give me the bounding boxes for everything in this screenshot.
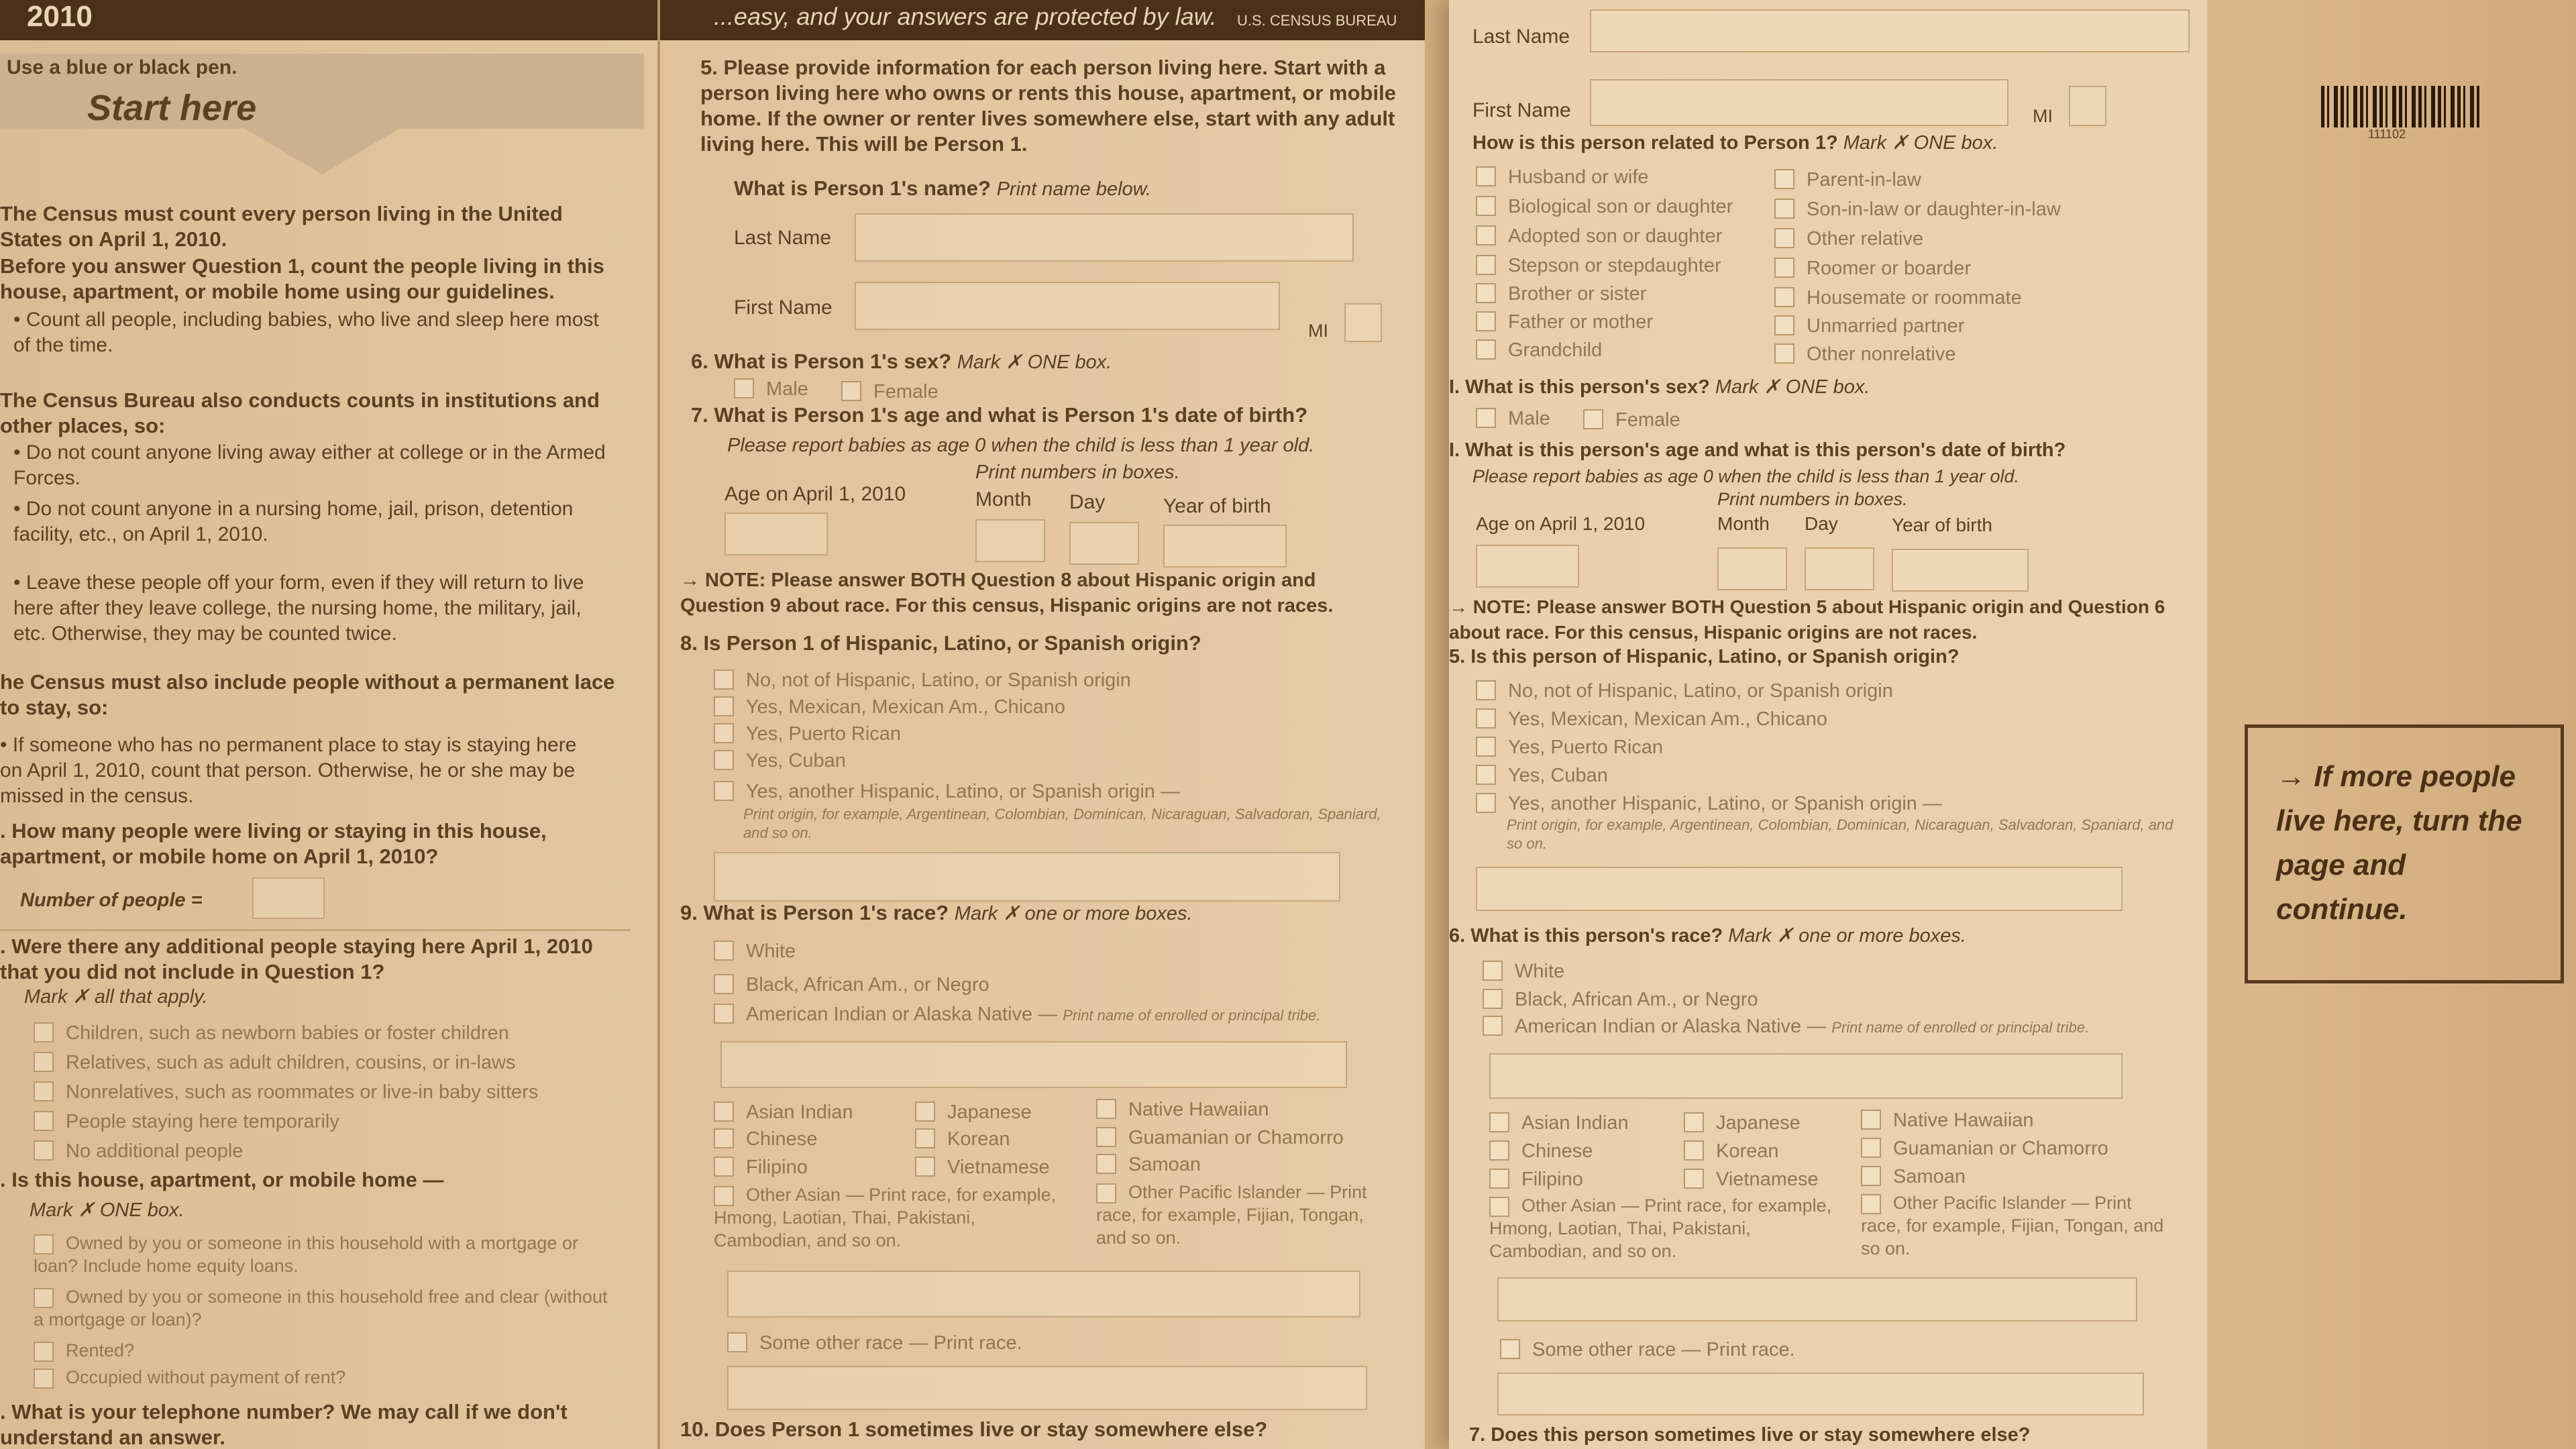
checkbox[interactable] xyxy=(714,1004,734,1024)
checkbox[interactable] xyxy=(1861,1194,1881,1214)
race-native-hawaiian-option[interactable] xyxy=(1096,1097,1269,1122)
race-chinese-option[interactable] xyxy=(1489,1139,1593,1163)
checkbox[interactable] xyxy=(34,1368,54,1389)
question-8: 8. Is Person 1 of Hispanic, Latino, or Spanish origin? xyxy=(680,631,1201,655)
option-label: Occupied without payment of rent? xyxy=(66,1367,346,1387)
checkbox[interactable] xyxy=(1774,287,1794,307)
checkbox[interactable] xyxy=(1774,258,1794,278)
hispanic-mexican-option[interactable] xyxy=(1476,707,1827,731)
last-name-input[interactable] xyxy=(855,213,1354,262)
race-asian-indian-option[interactable] xyxy=(714,1100,853,1124)
relation-question: How is this person related to Person 1? xyxy=(1472,132,1838,154)
institutions-paragraph: The Census Bureau also conducts counts in institutions and other places, so: xyxy=(0,388,600,437)
checkbox[interactable] xyxy=(714,1102,734,1122)
hispanic-no-option[interactable] xyxy=(1476,679,1893,703)
sex-female-option[interactable] xyxy=(841,380,938,404)
some-other-race-input[interactable] xyxy=(727,1366,1367,1410)
last-name-input[interactable] xyxy=(1590,9,2190,52)
hispanic-other-option[interactable] xyxy=(1476,792,1942,816)
race-other-asian-option[interactable] xyxy=(1489,1194,1838,1263)
checkbox[interactable] xyxy=(727,1332,747,1352)
checkbox[interactable] xyxy=(1476,737,1496,757)
day-input[interactable] xyxy=(1069,522,1139,565)
option-label: Brother or sister xyxy=(1508,283,1647,305)
checkbox[interactable] xyxy=(714,696,734,716)
no-additional-option[interactable] xyxy=(34,1139,243,1163)
option-label: Adopted son or daughter xyxy=(1508,225,1723,247)
divider xyxy=(0,929,631,931)
hispanic-race-note: → NOTE: Please answer BOTH Question 5 about Hispanic origin and Question 6 about race. For this census, Hispanic origins are not races. xyxy=(1449,596,2165,643)
relation-instruction: Mark ✗ ONE box. xyxy=(1843,132,1998,154)
checkbox[interactable] xyxy=(714,781,734,801)
relation-housemate-option[interactable] xyxy=(1774,286,2022,310)
agency-label: U.S. CENSUS BUREAU xyxy=(1237,12,1397,29)
checkbox[interactable] xyxy=(1096,1099,1116,1119)
tribe-input[interactable] xyxy=(1489,1053,2123,1099)
checkbox[interactable] xyxy=(1489,1197,1509,1217)
question-7: 7. What is Person 1's age and what is Person 1's date of birth? xyxy=(691,403,1308,427)
question-10: 10. Does Person 1 sometimes live or stay somewhere else? xyxy=(680,1417,1268,1441)
option-label: Guamanian or Chamorro xyxy=(1893,1138,2108,1159)
person-2-column: Last Name First Name MI How is this person related to Person 1? Mark ✗ ONE box. Husband or wife Biological son or daughter Adopted son or daughter Stepson or stepdaughter Brother or sister Father or mother Grandchild Parent-in-law Son-in-law or daughter-in-law Other relative Roomer or boarder Housemate or roommate Unmarried partner Other nonrelative I. What is this person's sex? Mark ✗ ONE box. Male Female I. What is this person's age and what is this person's date of birth? Please report babies as age 0 when the child is less than 1 year old. Print numbers in boxes. Age on April 1, 2010 Month Day Year of birth → NOTE: Please answer BOTH Question 5 about Hispanic origin and Question 6 about race. For this census, Hispanic origins are not races. 5. Is this person of Hispanic, Latino, or Spanish origin? No, not of Hispanic, Latino, or Spanish origin Yes, Mexican, Mexican Am., Chicano Yes, Puerto Rican Yes, Cuban Yes, another Hispanic, Latino, or Spanish origin — Print origin, for example, Argentinean, Colombian, Dominican, Nicaraguan, Salvadoran, Spaniard, and so on. 6. What is this person's race? Mark ✗ one or more boxes. White Black, African Am., or Negro American Indian or Alaska Native — Print name of enrolled or principal tribe. Asian Indian Chinese Filipino Japanese Korean Vietnamese Native Hawaiian Guamanian or Chamorro Samoan Other Asian — Print race, for example, Hmong, Laotian, Thai, Pakistani, Cambodian, and so on. Other Pacific Islander — Print race, for example, Fijian, Tongan, and so on. Some other race — Print race. 7. Does this person sometimes live or stay somewhere else? xyxy=(1449,0,2207,1449)
other-asian-pacific-input[interactable] xyxy=(727,1271,1360,1318)
checkbox[interactable] xyxy=(714,1157,734,1177)
option-label: Parent-in-law xyxy=(1807,169,1921,191)
intro-paragraph-2: Before you answer Question 1, count the people living in this house, apartment, or mobile home using our guidelines. xyxy=(0,254,604,303)
option-label: Samoan xyxy=(1893,1166,1966,1187)
person-1-column xyxy=(657,0,1425,1449)
occupied-without-rent-option[interactable] xyxy=(34,1366,345,1389)
first-name-label: First Name xyxy=(1472,99,1571,121)
race-chinese-option[interactable] xyxy=(714,1127,817,1151)
rented-option[interactable] xyxy=(34,1339,134,1362)
race-other-asian-option[interactable] xyxy=(714,1183,1076,1252)
race-white-option[interactable] xyxy=(714,939,796,963)
checkbox[interactable] xyxy=(1500,1339,1520,1359)
option-label: Stepson or stepdaughter xyxy=(1508,255,1721,276)
form-year: 2010 xyxy=(27,0,93,33)
relation-parent-option[interactable] xyxy=(1476,310,1653,334)
checkbox[interactable] xyxy=(714,974,734,994)
question-3-instruction: Mark ✗ ONE box. xyxy=(30,1199,184,1221)
checkbox[interactable] xyxy=(1774,343,1794,364)
option-label: Chinese xyxy=(746,1128,818,1150)
age-input[interactable] xyxy=(1476,545,1579,588)
option-label: Unmarried partner xyxy=(1807,315,1965,337)
option-label: Other Asian — Print race, for example, Hmong, Laotian, Thai, Pakistani, Cambodian, and so on. xyxy=(1489,1195,1832,1261)
relation-biological-child-option[interactable] xyxy=(1476,195,1733,219)
hispanic-race-note: → NOTE: Please answer BOTH Question 8 about Hispanic origin and Question 9 about race. For this census, Hispanic origins are not races. xyxy=(680,570,1334,616)
middle-initial-input[interactable] xyxy=(1344,303,1382,342)
relation-roomer-option[interactable] xyxy=(1774,256,1971,280)
other-asian-pacific-input[interactable] xyxy=(1497,1277,2137,1322)
sex-male-option[interactable] xyxy=(734,377,808,401)
option-label: Native Hawaiian xyxy=(1128,1099,1269,1120)
race-other-pacific-option[interactable] xyxy=(1861,1191,2176,1260)
checkbox[interactable] xyxy=(714,1186,734,1206)
barcode-number: 111102 xyxy=(2368,127,2406,141)
question-2-instruction: Mark ✗ all that apply. xyxy=(24,986,208,1008)
question-5: 5. Is this person of Hispanic, Latino, or Spanish origin? xyxy=(1449,646,1960,667)
option-label: American Indian or Alaska Native — xyxy=(746,1004,1058,1025)
hispanic-other-option[interactable] xyxy=(714,780,1180,804)
checkbox[interactable] xyxy=(714,750,734,770)
race-american-indian-option[interactable] xyxy=(1483,1014,2089,1038)
checkbox[interactable] xyxy=(34,1081,54,1102)
checkbox[interactable] xyxy=(1476,225,1496,246)
option-label: Female xyxy=(873,381,938,402)
bullet-no-permanent: • If someone who has no permanent place to stay is staying here on April 1, 2010, count that person. Otherwise, he or she may be missed in the census. xyxy=(0,734,577,807)
hispanic-other-input[interactable] xyxy=(1476,867,2123,911)
option-label: Female xyxy=(1615,409,1680,431)
middle-initial-label: MI xyxy=(1308,321,1328,341)
checkbox[interactable] xyxy=(1476,283,1496,303)
checkbox[interactable] xyxy=(1476,680,1496,700)
print-numbers-hint: Print numbers in boxes. xyxy=(1717,489,1908,509)
question-6: 6. What is this person's race? xyxy=(1449,925,1723,947)
first-name-input[interactable] xyxy=(1590,79,2008,126)
hispanic-other-input[interactable] xyxy=(714,852,1340,902)
option-label: Other Pacific Islander — Print race, for example, Fijian, Tongan, and so on. xyxy=(1861,1193,2164,1258)
relation-parent-in-law-option[interactable] xyxy=(1774,168,1921,192)
bullet-count-all: • Count all people, including babies, who live and sleep here most of the time. xyxy=(13,309,599,356)
checkbox[interactable] xyxy=(1489,1140,1509,1161)
tribe-input[interactable] xyxy=(720,1041,1347,1088)
question-2: . Were there any additional people staying here April 1, 2010 that you did not include in Question 1? xyxy=(0,934,593,983)
race-vietnamese-option[interactable] xyxy=(915,1155,1050,1179)
option-label: Chinese xyxy=(1521,1140,1593,1162)
race-white-option[interactable] xyxy=(1483,959,1564,983)
checkbox[interactable] xyxy=(734,378,754,398)
checkbox[interactable] xyxy=(1483,1016,1503,1036)
option-label: Relatives, such as adult children, cousins, or in-laws xyxy=(66,1052,516,1073)
option-label: Guamanian or Chamorro xyxy=(1128,1127,1344,1148)
permanent-paragraph: he Census must also include people without a permanent lace to stay, so: xyxy=(0,670,615,719)
checkbox[interactable] xyxy=(1684,1169,1704,1189)
race-guamanian-option[interactable] xyxy=(1096,1126,1344,1150)
checkbox[interactable] xyxy=(1483,961,1503,981)
checkbox[interactable] xyxy=(1774,228,1794,248)
additional-children-option[interactable] xyxy=(34,1021,509,1045)
question-7-hint: Please report babies as age 0 when the child is less than 1 year old. xyxy=(727,435,1315,456)
race-other-pacific-option[interactable] xyxy=(1096,1181,1391,1249)
relation-stepchild-option[interactable] xyxy=(1476,254,1721,278)
relation-grandchild-option[interactable] xyxy=(1476,338,1602,362)
option-label: Husband or wife xyxy=(1508,166,1649,188)
option-label: Grandchild xyxy=(1508,339,1603,361)
checkbox[interactable] xyxy=(34,1140,54,1161)
number-of-people-label: Number of people = xyxy=(20,890,203,911)
sex-question: What is this person's sex? xyxy=(1465,376,1710,398)
checkbox[interactable] xyxy=(1476,196,1496,216)
relation-adopted-child-option[interactable] xyxy=(1476,224,1722,248)
option-label: Yes, Puerto Rican xyxy=(746,723,902,745)
tribe-hint: Print name of enrolled or principal tribe. xyxy=(1831,1019,2090,1036)
option-label: Owned by you or someone in this household with a mortgage or loan? Include home equity loans. xyxy=(34,1233,578,1276)
month-label: Month xyxy=(975,488,1032,511)
checkbox[interactable] xyxy=(1684,1112,1704,1132)
question-9-instruction: Mark ✗ one or more boxes. xyxy=(954,903,1193,924)
first-name-input[interactable] xyxy=(855,282,1280,330)
checkbox[interactable] xyxy=(1476,255,1496,275)
option-label: No, not of Hispanic, Latino, or Spanish origin xyxy=(1508,680,1893,702)
race-korean-option[interactable] xyxy=(1684,1139,1779,1163)
race-asian-indian-option[interactable] xyxy=(1489,1111,1629,1135)
option-label: Housemate or roommate xyxy=(1807,287,2022,309)
option-label: Filipino xyxy=(746,1157,808,1178)
checkbox[interactable] xyxy=(1476,166,1496,186)
some-other-race-input[interactable] xyxy=(1497,1373,2144,1415)
checkbox[interactable] xyxy=(1096,1183,1116,1203)
owned-mortgage-option[interactable] xyxy=(34,1232,610,1277)
question-5-instructions: 5. Please provide information for each person living here. Start with a person living here who owns or rents this house, apartment, or mobile home. If the owner or renter lives somewhere else, start with any adult living here. This will be Person 1. xyxy=(700,56,1396,156)
month-input[interactable] xyxy=(1717,547,1787,590)
checkbox[interactable] xyxy=(915,1157,935,1177)
question-6: 6. What is Person 1's sex? xyxy=(691,350,952,373)
hispanic-puerto-rican-option[interactable] xyxy=(1476,735,1663,759)
intro-paragraph-1: The Census must count every person living in the United States on April 1, 2010. xyxy=(0,202,563,251)
option-label: Asian Indian xyxy=(746,1102,853,1123)
option-label: Yes, Cuban xyxy=(746,750,846,771)
checkbox[interactable] xyxy=(1684,1140,1704,1161)
first-name-label: First Name xyxy=(734,297,833,319)
checkbox[interactable] xyxy=(34,1234,54,1254)
checkbox[interactable] xyxy=(714,941,734,961)
option-label: Some other race — Print race. xyxy=(759,1332,1022,1354)
option-label: Filipino xyxy=(1521,1169,1583,1190)
option-label: Vietnamese xyxy=(1716,1169,1819,1190)
hispanic-puerto-rican-option[interactable] xyxy=(714,722,901,746)
month-label: Month xyxy=(1717,513,1770,534)
barcode-icon xyxy=(2321,86,2479,127)
checkbox[interactable] xyxy=(1483,989,1503,1009)
race-vietnamese-option[interactable] xyxy=(1684,1167,1819,1191)
checkbox[interactable] xyxy=(714,723,734,743)
option-label: Owned by you or someone in this household free and clear (without a mortgage or loan)? xyxy=(34,1287,608,1330)
checkbox[interactable] xyxy=(915,1102,935,1122)
left-column xyxy=(0,0,657,1449)
middle-initial-label: MI xyxy=(2033,106,2053,126)
option-label: Yes, Cuban xyxy=(1508,765,1608,786)
sex-female-option[interactable] xyxy=(1583,408,1680,432)
race-korean-option[interactable] xyxy=(915,1127,1010,1151)
checkbox[interactable] xyxy=(1774,315,1794,335)
option-label: Vietnamese xyxy=(947,1157,1050,1178)
checkbox[interactable] xyxy=(1096,1154,1116,1174)
relation-husband-wife-option[interactable] xyxy=(1476,165,1649,189)
checkbox[interactable] xyxy=(1476,339,1496,360)
checkbox[interactable] xyxy=(1096,1127,1116,1147)
relation-child-in-law-option[interactable] xyxy=(1774,197,2061,221)
option-label: Biological son or daughter xyxy=(1508,196,1733,217)
race-samoan-option[interactable] xyxy=(1096,1152,1201,1177)
option-label: Nonrelatives, such as roommates or live-in baby sitters xyxy=(66,1081,539,1103)
question-7: 7. Does this person sometimes live or stay somewhere else? xyxy=(1469,1424,2031,1446)
option-label: Other nonrelative xyxy=(1807,343,1956,365)
race-black-option[interactable] xyxy=(714,973,989,997)
checkbox[interactable] xyxy=(841,381,861,401)
year-label: Year of birth xyxy=(1892,515,1992,535)
name-question: What is Person 1's name? xyxy=(734,176,991,200)
checkbox[interactable] xyxy=(34,1022,54,1042)
month-input[interactable] xyxy=(975,519,1045,562)
option-label: White xyxy=(746,941,796,962)
print-numbers-hint: Print numbers in boxes. xyxy=(975,462,1180,483)
checkbox[interactable] xyxy=(1774,169,1794,189)
additional-relatives-option[interactable] xyxy=(34,1051,516,1075)
additional-nonrelatives-option[interactable] xyxy=(34,1080,538,1104)
race-japanese-option[interactable] xyxy=(1684,1111,1801,1135)
option-label: Yes, Mexican, Mexican Am., Chicano xyxy=(746,696,1066,718)
year-input[interactable] xyxy=(1892,549,2029,592)
race-some-other-option[interactable] xyxy=(1500,1338,1795,1362)
race-japanese-option[interactable] xyxy=(915,1100,1032,1124)
year-input[interactable] xyxy=(1163,525,1287,568)
option-label: No, not of Hispanic, Latino, or Spanish origin xyxy=(746,669,1131,691)
option-label: Son-in-law or daughter-in-law xyxy=(1807,199,2061,220)
sex-instruction: Mark ✗ ONE box. xyxy=(1715,376,1870,398)
question-6-instruction: Mark ✗ one or more boxes. xyxy=(1728,925,1966,947)
checkbox[interactable] xyxy=(1476,765,1496,785)
age-label: Age on April 1, 2010 xyxy=(1476,513,1646,534)
age-hint: Please report babies as age 0 when the child is less than 1 year old. xyxy=(1472,466,2019,486)
pen-note: Use a blue or black pen. xyxy=(7,56,237,78)
hispanic-other-hint: Print origin, for example, Argentinean, Colombian, Dominican, Nicaraguan, Salvadoran, Spaniard, and so on. xyxy=(743,806,1381,841)
race-black-option[interactable] xyxy=(1483,987,1758,1012)
year-label: Year of birth xyxy=(1163,495,1271,517)
day-label: Day xyxy=(1069,491,1106,513)
relation-sibling-option[interactable] xyxy=(1476,282,1646,306)
option-label: Japanese xyxy=(947,1102,1032,1123)
checkbox[interactable] xyxy=(714,669,734,690)
day-input[interactable] xyxy=(1805,547,1874,590)
option-label: Father or mother xyxy=(1508,311,1653,333)
last-name-label: Last Name xyxy=(1472,25,1570,48)
day-label: Day xyxy=(1805,513,1838,534)
option-label: Korean xyxy=(1716,1140,1779,1162)
question-1: . How many people were living or staying in this house, apartment, or mobile home on April 1, 2010? xyxy=(0,819,547,868)
race-american-indian-option[interactable] xyxy=(714,1002,1320,1026)
option-label: American Indian or Alaska Native — xyxy=(1515,1016,1827,1037)
option-label: Japanese xyxy=(1716,1112,1801,1134)
option-label: Roomer or boarder xyxy=(1807,258,1971,279)
option-label: Rented? xyxy=(66,1340,135,1360)
tribe-hint: Print name of enrolled or principal tribe. xyxy=(1063,1007,1321,1024)
more-people-box xyxy=(2245,724,2564,983)
checkbox[interactable] xyxy=(1583,409,1603,429)
age-label: Age on April 1, 2010 xyxy=(724,483,906,505)
relation-other-relative-option[interactable] xyxy=(1774,227,1923,251)
question-3: . Is this house, apartment, or mobile home — xyxy=(0,1168,444,1191)
checkbox[interactable] xyxy=(1476,408,1496,428)
hispanic-other-hint: Print origin, for example, Argentinean, Colombian, Dominican, Nicaraguan, Salvadoran, Spaniard, and so on. xyxy=(1507,816,2174,852)
race-samoan-option[interactable] xyxy=(1861,1165,1966,1189)
race-filipino-option[interactable] xyxy=(1489,1167,1583,1191)
option-label: Korean xyxy=(947,1128,1010,1150)
option-label: No additional people xyxy=(66,1140,244,1162)
option-label: People staying here temporarily xyxy=(66,1111,339,1132)
sex-male-option[interactable] xyxy=(1476,407,1550,431)
race-native-hawaiian-option[interactable] xyxy=(1861,1108,2034,1132)
checkbox[interactable] xyxy=(1774,199,1794,219)
checkbox[interactable] xyxy=(1861,1138,1881,1158)
last-name-label: Last Name xyxy=(734,227,832,249)
checkbox[interactable] xyxy=(915,1128,935,1148)
option-label: Yes, Mexican, Mexican Am., Chicano xyxy=(1508,708,1828,730)
checkbox[interactable] xyxy=(1476,708,1496,729)
question-9: 9. What is Person 1's race? xyxy=(680,901,949,924)
option-label: Native Hawaiian xyxy=(1893,1110,2034,1131)
checkbox[interactable] xyxy=(34,1288,54,1308)
option-label: Some other race — Print race. xyxy=(1532,1339,1795,1360)
more-people-text: → If more people live here, turn the page and continue. xyxy=(2276,760,2522,926)
option-label: Other Pacific Islander — Print race, for example, Fijian, Tongan, and so on. xyxy=(1096,1182,1367,1248)
relation-unmarried-partner-option[interactable] xyxy=(1774,314,1964,338)
hispanic-mexican-option[interactable] xyxy=(714,695,1065,719)
person-1-name-question xyxy=(734,176,1151,201)
race-some-other-option[interactable] xyxy=(727,1331,1022,1355)
header-banner-left xyxy=(0,0,657,40)
option-label: Other Asian — Print race, for example, Hmong, Laotian, Thai, Pakistani, Cambodian, and so on. xyxy=(714,1185,1057,1250)
bullet-college: • Do not count anyone living away either at college or in the Armed Forces. xyxy=(13,441,606,489)
checkbox[interactable] xyxy=(34,1111,54,1131)
option-label: Black, African Am., or Negro xyxy=(1515,989,1758,1010)
relation-other-nonrelative-option[interactable] xyxy=(1774,342,1955,366)
bullet-nursing-home: • Do not count anyone in a nursing home, jail, prison, detention facility, etc., on April 1, 2010. xyxy=(13,498,574,545)
option-label: Other relative xyxy=(1807,228,1924,250)
race-filipino-option[interactable] xyxy=(714,1155,808,1179)
option-label: Black, African Am., or Negro xyxy=(746,974,989,996)
name-hint: Print name below. xyxy=(996,178,1152,200)
checkbox[interactable] xyxy=(1861,1110,1881,1130)
question-4: . What is your telephone number? We may call if we don't understand an answer. xyxy=(0,1400,568,1449)
option-label: Children, such as newborn babies or foster children xyxy=(66,1022,509,1044)
hispanic-no-option[interactable] xyxy=(714,668,1131,692)
number-of-people-input[interactable] xyxy=(252,877,325,919)
checkbox[interactable] xyxy=(1489,1112,1509,1132)
checkbox[interactable] xyxy=(1476,793,1496,813)
option-label: Yes, another Hispanic, Latino, or Spanish origin — xyxy=(1508,793,1942,814)
option-label: Male xyxy=(766,378,808,400)
bullet-leave-off: • Leave these people off your form, even if they will return to live here after they leave college, the nursing home, the military, jail, etc. Otherwise, they may be counted twice. xyxy=(13,572,584,645)
checkbox[interactable] xyxy=(34,1052,54,1072)
option-label: Male xyxy=(1508,408,1550,429)
option-label: Yes, Puerto Rican xyxy=(1508,737,1664,758)
option-label: Samoan xyxy=(1128,1154,1201,1175)
hispanic-cuban-option[interactable] xyxy=(714,749,846,773)
hispanic-cuban-option[interactable] xyxy=(1476,763,1608,788)
option-label: White xyxy=(1515,961,1565,982)
additional-temporary-option[interactable] xyxy=(34,1110,339,1134)
option-label: Asian Indian xyxy=(1521,1112,1629,1134)
banner-text: ...easy, and your answers are protected by law. xyxy=(714,3,1217,30)
age-question: What is this person's age and what is this person's date of birth? xyxy=(1465,439,2066,461)
middle-initial-input[interactable] xyxy=(2069,86,2106,126)
option-label: Yes, another Hispanic, Latino, or Spanish origin — xyxy=(746,781,1180,802)
checkbox[interactable] xyxy=(714,1128,734,1148)
question-6-instruction: Mark ✗ ONE box. xyxy=(957,352,1112,373)
owned-free-clear-option[interactable] xyxy=(34,1285,610,1331)
checkbox[interactable] xyxy=(1489,1169,1509,1189)
checkbox[interactable] xyxy=(1476,311,1496,331)
header-banner xyxy=(660,0,1425,40)
start-here-label: Start here xyxy=(87,88,257,128)
checkbox[interactable] xyxy=(1861,1166,1881,1186)
age-input[interactable] xyxy=(724,513,828,555)
checkbox[interactable] xyxy=(34,1342,54,1362)
race-guamanian-option[interactable] xyxy=(1861,1136,2108,1161)
